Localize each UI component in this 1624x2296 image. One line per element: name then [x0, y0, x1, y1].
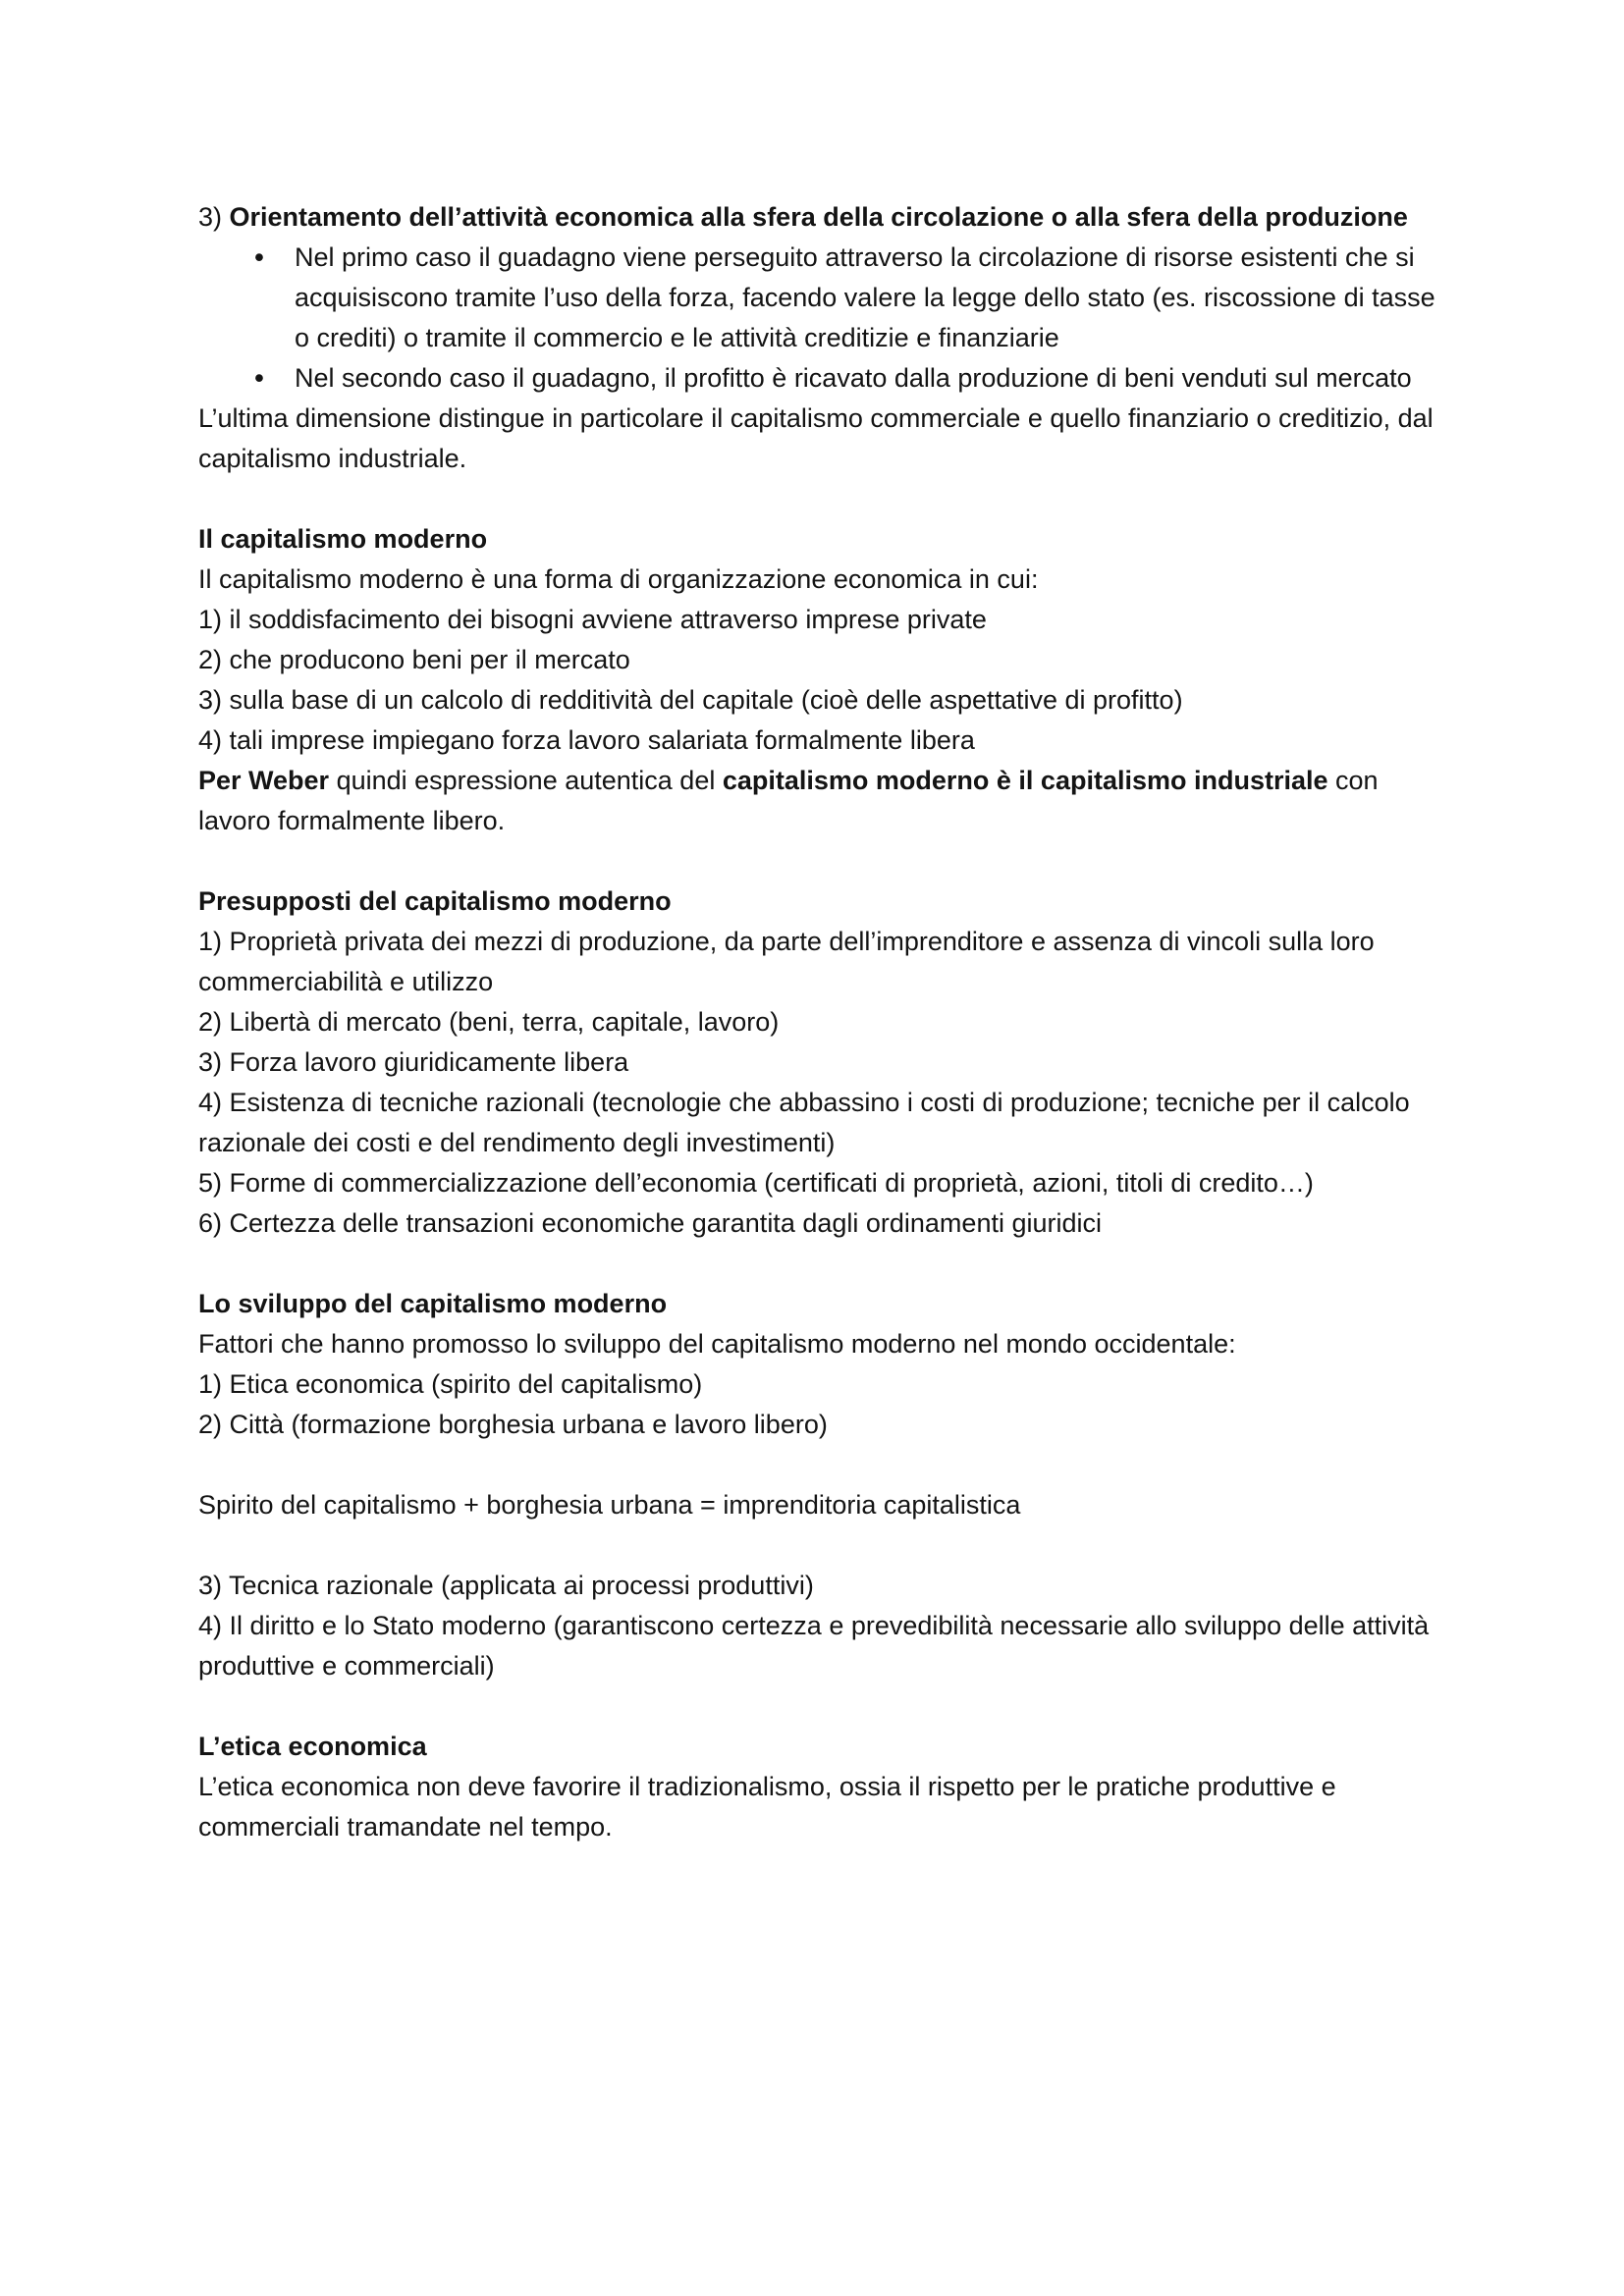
sviluppo-formula: Spirito del capitalismo + borghesia urbana = imprenditoria capitalistica	[198, 1490, 1021, 1520]
section-3-number: 3)	[198, 202, 230, 232]
spacer	[198, 841, 1455, 881]
list-item: 2) Città (formazione borghesia urbana e lavoro libero)	[198, 1410, 828, 1439]
list-item: 3) sulla base di un calcolo di redditività del capitale (cioè delle aspettative di profitto)	[198, 685, 1183, 715]
weber-emphasis: capitalismo moderno è il capitalismo industriale	[722, 766, 1328, 795]
list-item	[198, 358, 1455, 399]
weber-statement	[198, 761, 1455, 841]
section-3-title	[198, 197, 1455, 238]
bullet-icon: •	[254, 242, 264, 272]
list-item: 6) Certezza delle transazioni economiche garantita dagli ordinamenti giuridici	[198, 1208, 1102, 1238]
weber-text-end: con lavoro formalmente libero.	[198, 766, 1379, 835]
list-item: 1) il soddisfacimento dei bisogni avviene attraverso imprese private	[198, 605, 987, 634]
weber-text: quindi espressione autentica del	[329, 766, 723, 795]
document-page	[198, 197, 1455, 1847]
modern-intro: Il capitalismo moderno è una forma di organizzazione economica in cui:	[198, 564, 1039, 594]
etica-text: L’etica economica non deve favorire il tradizionalismo, ossia il rispetto per le pratiche produttive e commerciali tramandate nel tempo.	[198, 1772, 1336, 1842]
list-item	[198, 238, 1455, 358]
list-item: 4) Il diritto e lo Stato moderno (garantiscono certezza e prevedibilità necessarie allo sviluppo delle attività produttive e commerciali)	[198, 1611, 1430, 1681]
list-item: 4) Esistenza di tecniche razionali (tecnologie che abbassino i costi di produzione; tecniche per il calcolo razionale dei costi e del rendimento degli investimenti)	[198, 1088, 1410, 1157]
list-item: 2) che producono beni per il mercato	[198, 645, 630, 674]
bullet-icon: •	[254, 363, 264, 393]
section-3-bullet-list	[198, 238, 1455, 399]
list-item: 3) Tecnica razionale (applicata ai processi produttivi)	[198, 1571, 814, 1600]
list-item: 2) Libertà di mercato (beni, terra, capitale, lavoro)	[198, 1007, 780, 1037]
bullet-text: Nel primo caso il guadagno viene perseguito attraverso la circolazione di risorse esistenti che si acquisiscono tramite l’uso della forza, facendo valere la legge dello stato (es. riscossione di tasse o crediti) o tramite il commercio e le attività creditizie e finanziarie	[295, 242, 1435, 352]
spacer	[198, 1525, 1455, 1566]
modern-heading: Il capitalismo moderno	[198, 524, 488, 554]
spacer	[198, 1445, 1455, 1485]
section-3-heading: Orientamento dell’attività economica alla sfera della circolazione o alla sfera della produzione	[229, 202, 1408, 232]
list-item: 4) tali imprese impiegano forza lavoro salariata formalmente libera	[198, 725, 975, 755]
bullet-text: Nel secondo caso il guadagno, il profitto è ricavato dalla produzione di beni venduti sul mercato	[295, 363, 1412, 393]
list-item: 1) Etica economica (spirito del capitalismo)	[198, 1369, 703, 1399]
sviluppo-heading: Lo sviluppo del capitalismo moderno	[198, 1289, 668, 1318]
presupposti-heading: Presupposti del capitalismo moderno	[198, 886, 672, 916]
section-3-closing: L’ultima dimensione distingue in particolare il capitalismo commerciale e quello finanziario o creditizio, dal capitalismo industriale.	[198, 403, 1434, 473]
spacer	[198, 1686, 1455, 1727]
spacer	[198, 1244, 1455, 1284]
spacer	[198, 479, 1455, 519]
etica-heading: L’etica economica	[198, 1732, 427, 1761]
list-item: 5) Forme di commercializzazione dell’economia (certificati di proprietà, azioni, titoli di credito…)	[198, 1168, 1314, 1198]
sviluppo-intro: Fattori che hanno promosso lo sviluppo del capitalismo moderno nel mondo occidentale:	[198, 1329, 1236, 1359]
list-item: 1) Proprietà privata dei mezzi di produzione, da parte dell’imprenditore e assenza di vincoli sulla loro commerciabilità e utilizzo	[198, 927, 1375, 996]
weber-label: Per Weber	[198, 766, 330, 795]
list-item: 3) Forza lavoro giuridicamente libera	[198, 1047, 629, 1077]
